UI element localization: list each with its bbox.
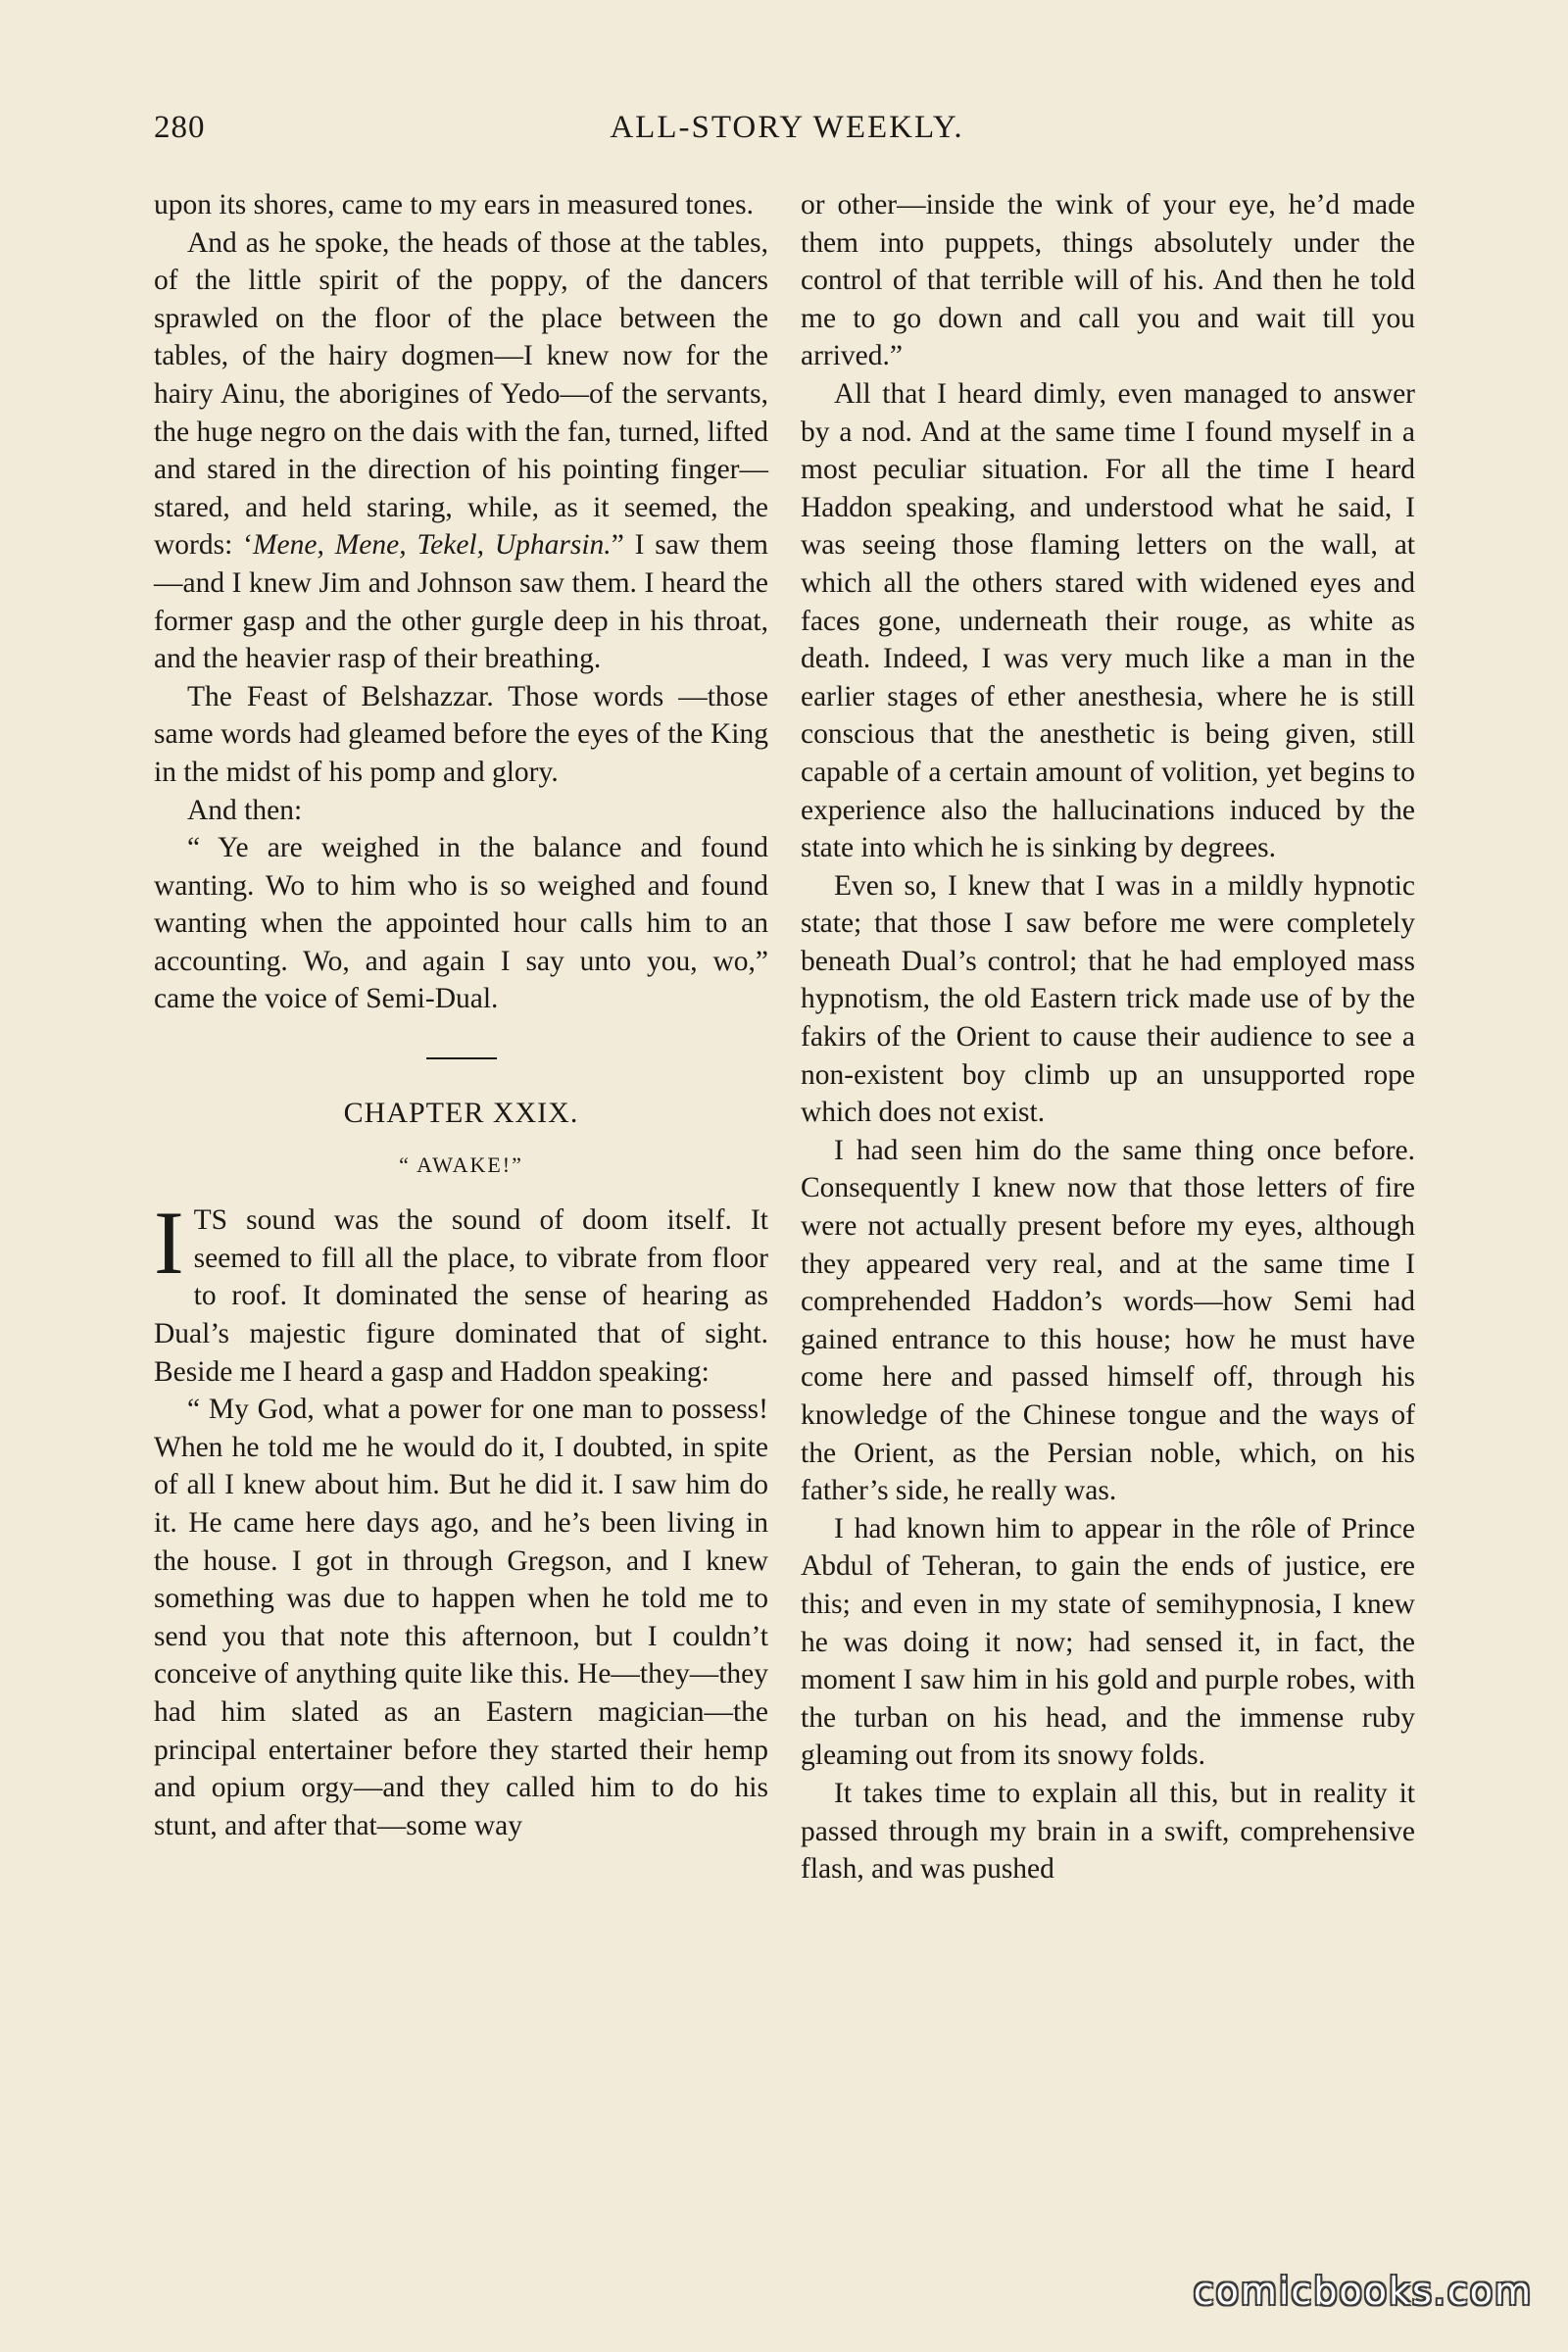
running-head: ALL-STORY WEEKLY. [610, 110, 964, 145]
paragraph-text: And as he spoke, the heads of those at the tables, of the little spirit of the poppy, of the dancers sprawled on the floor of the place between the tables, of the hairy dogmen—I knew now for the hairy Ainu, the aborigines of Yedo—of the servants, the huge negro on the dais with the fan, turned, lifted and stared in the direction of his pointing finger—stared, and held staring, while, as it seemed, the words: ‘ [154, 226, 768, 562]
chapter-subtitle: “ AWAKE!” [399, 1152, 523, 1177]
chapter-opening-paragraph [154, 1193, 768, 1391]
paragraph [154, 224, 768, 678]
left-column [154, 186, 768, 1844]
section-divider [426, 1057, 497, 1059]
chapter-title: CHAPTER XXIX. [343, 1097, 579, 1130]
paragraph-text: ” I saw them—and I knew Jim and Johnson saw them. I heard the former gasp and the other gurgle deep in his throat, and the heavier rasp of their breathing. [154, 529, 768, 675]
paragraph: All that I heard dimly, even managed to answer by a nod. And at the same time I found myself in a most peculiar situation. For all the time I heard Haddon speaking, and understood what he said, I was seeing those flaming letters on the wall, at which all the others stared with widened eyes and faces gone, underneath their rouge, as white as death. Indeed, I was very much like a man in the earlier stages of ether anesthesia, where he is still conscious that the anesthetic is being given, still capable of a certain amount of volition, yet begins to experience also the hallucinations induced by the state into which he is sinking by degrees. [801, 377, 1415, 864]
page-header [154, 110, 1420, 157]
paragraph: “ My God, what a power for one man to possess! When he told me he would do it, I doubted, in spite of all I knew about him. But he did it. I saw him do it. He came here days ago, and he’s been living in the house. I got in through Gregson, and I knew something was due to happen when he told me to send you that note this afternoon, but I couldn’t conceive of anything quite like this. He—they—they had him slated as an Eastern magician—the principal entertainer before they started their hemp and opium orgy—and they called him to do his stunt, and after that—some way [154, 1394, 768, 1841]
paragraph: I had known him to appear in the rôle of Prince Abdul of Teheran, to gain the ends of justice, ere this; and even in my state of semihypnosia, I knew he was doing it now; had sensed it, in fact, the moment I saw him in his gold and purple robes, with the turban on his head, and the immense ruby gleaming out from its snowy folds. [801, 1512, 1415, 1772]
paragraph-text: TS sound was the sound of doom itself. It seemed to fill all the place, to vibrate from floor to roof. It dominated the sense of hearing as Dual’s majestic figure dominated that of sight. Beside me I heard a gasp and Haddon speaking: [154, 1204, 768, 1388]
page-number: 280 [154, 110, 206, 145]
right-column [801, 186, 1415, 1888]
paragraph: It takes time to explain all this, but in reality it passed through my brain in a swift, comprehensive flash, and was pushed [801, 1777, 1415, 1886]
paragraph: The Feast of Belshazzar. Those words —those same words had gleamed before the eyes of the King in the midst of his pomp and glory. [154, 680, 768, 788]
drop-cap: I [154, 1193, 184, 1294]
paragraph: And then: [187, 794, 303, 826]
italic-quote: Mene, Mene, Tekel, Upharsin. [252, 529, 612, 562]
paragraph: I had seen him do the same thing once before. Consequently I knew now that those letters of fire were not actually present before my eyes, although they appeared very real, and at the same time I comprehended Haddon’s words—how Semi had gained entrance to this house; how he must have come here and passed himself off, through his knowledge of the Chinese tongue and the ways of the Orient, as the Persian noble, which, on his father’s side, he really was. [801, 1134, 1415, 1507]
paragraph: upon its shores, came to my ears in measured tones. [154, 189, 754, 220]
paragraph: “ Ye are weighed in the balance and found wanting. Wo to him who is so weighed and found wanting when the appointed hour calls him to an accounting. Wo, and again I say unto you, wo,” came the voice of Semi-Dual. [154, 832, 768, 1015]
paragraph: or other—inside the wink of your eye, he’d made them into puppets, things absolutely under the control of that terrible will of his. And then he told me to go down and call you and wait till you arrived.” [801, 189, 1415, 372]
paragraph: Even so, I knew that I was in a mildly hypnotic state; that those I saw before me were completely beneath Dual’s control; that he had employed mass hypnotism, the old Eastern trick made use of by the fakirs of the Orient to cause their audience to see a non-existent boy climb up an unsupported rope which does not exist. [801, 869, 1415, 1129]
watermark: comicbooks.com [1193, 2270, 1533, 2313]
